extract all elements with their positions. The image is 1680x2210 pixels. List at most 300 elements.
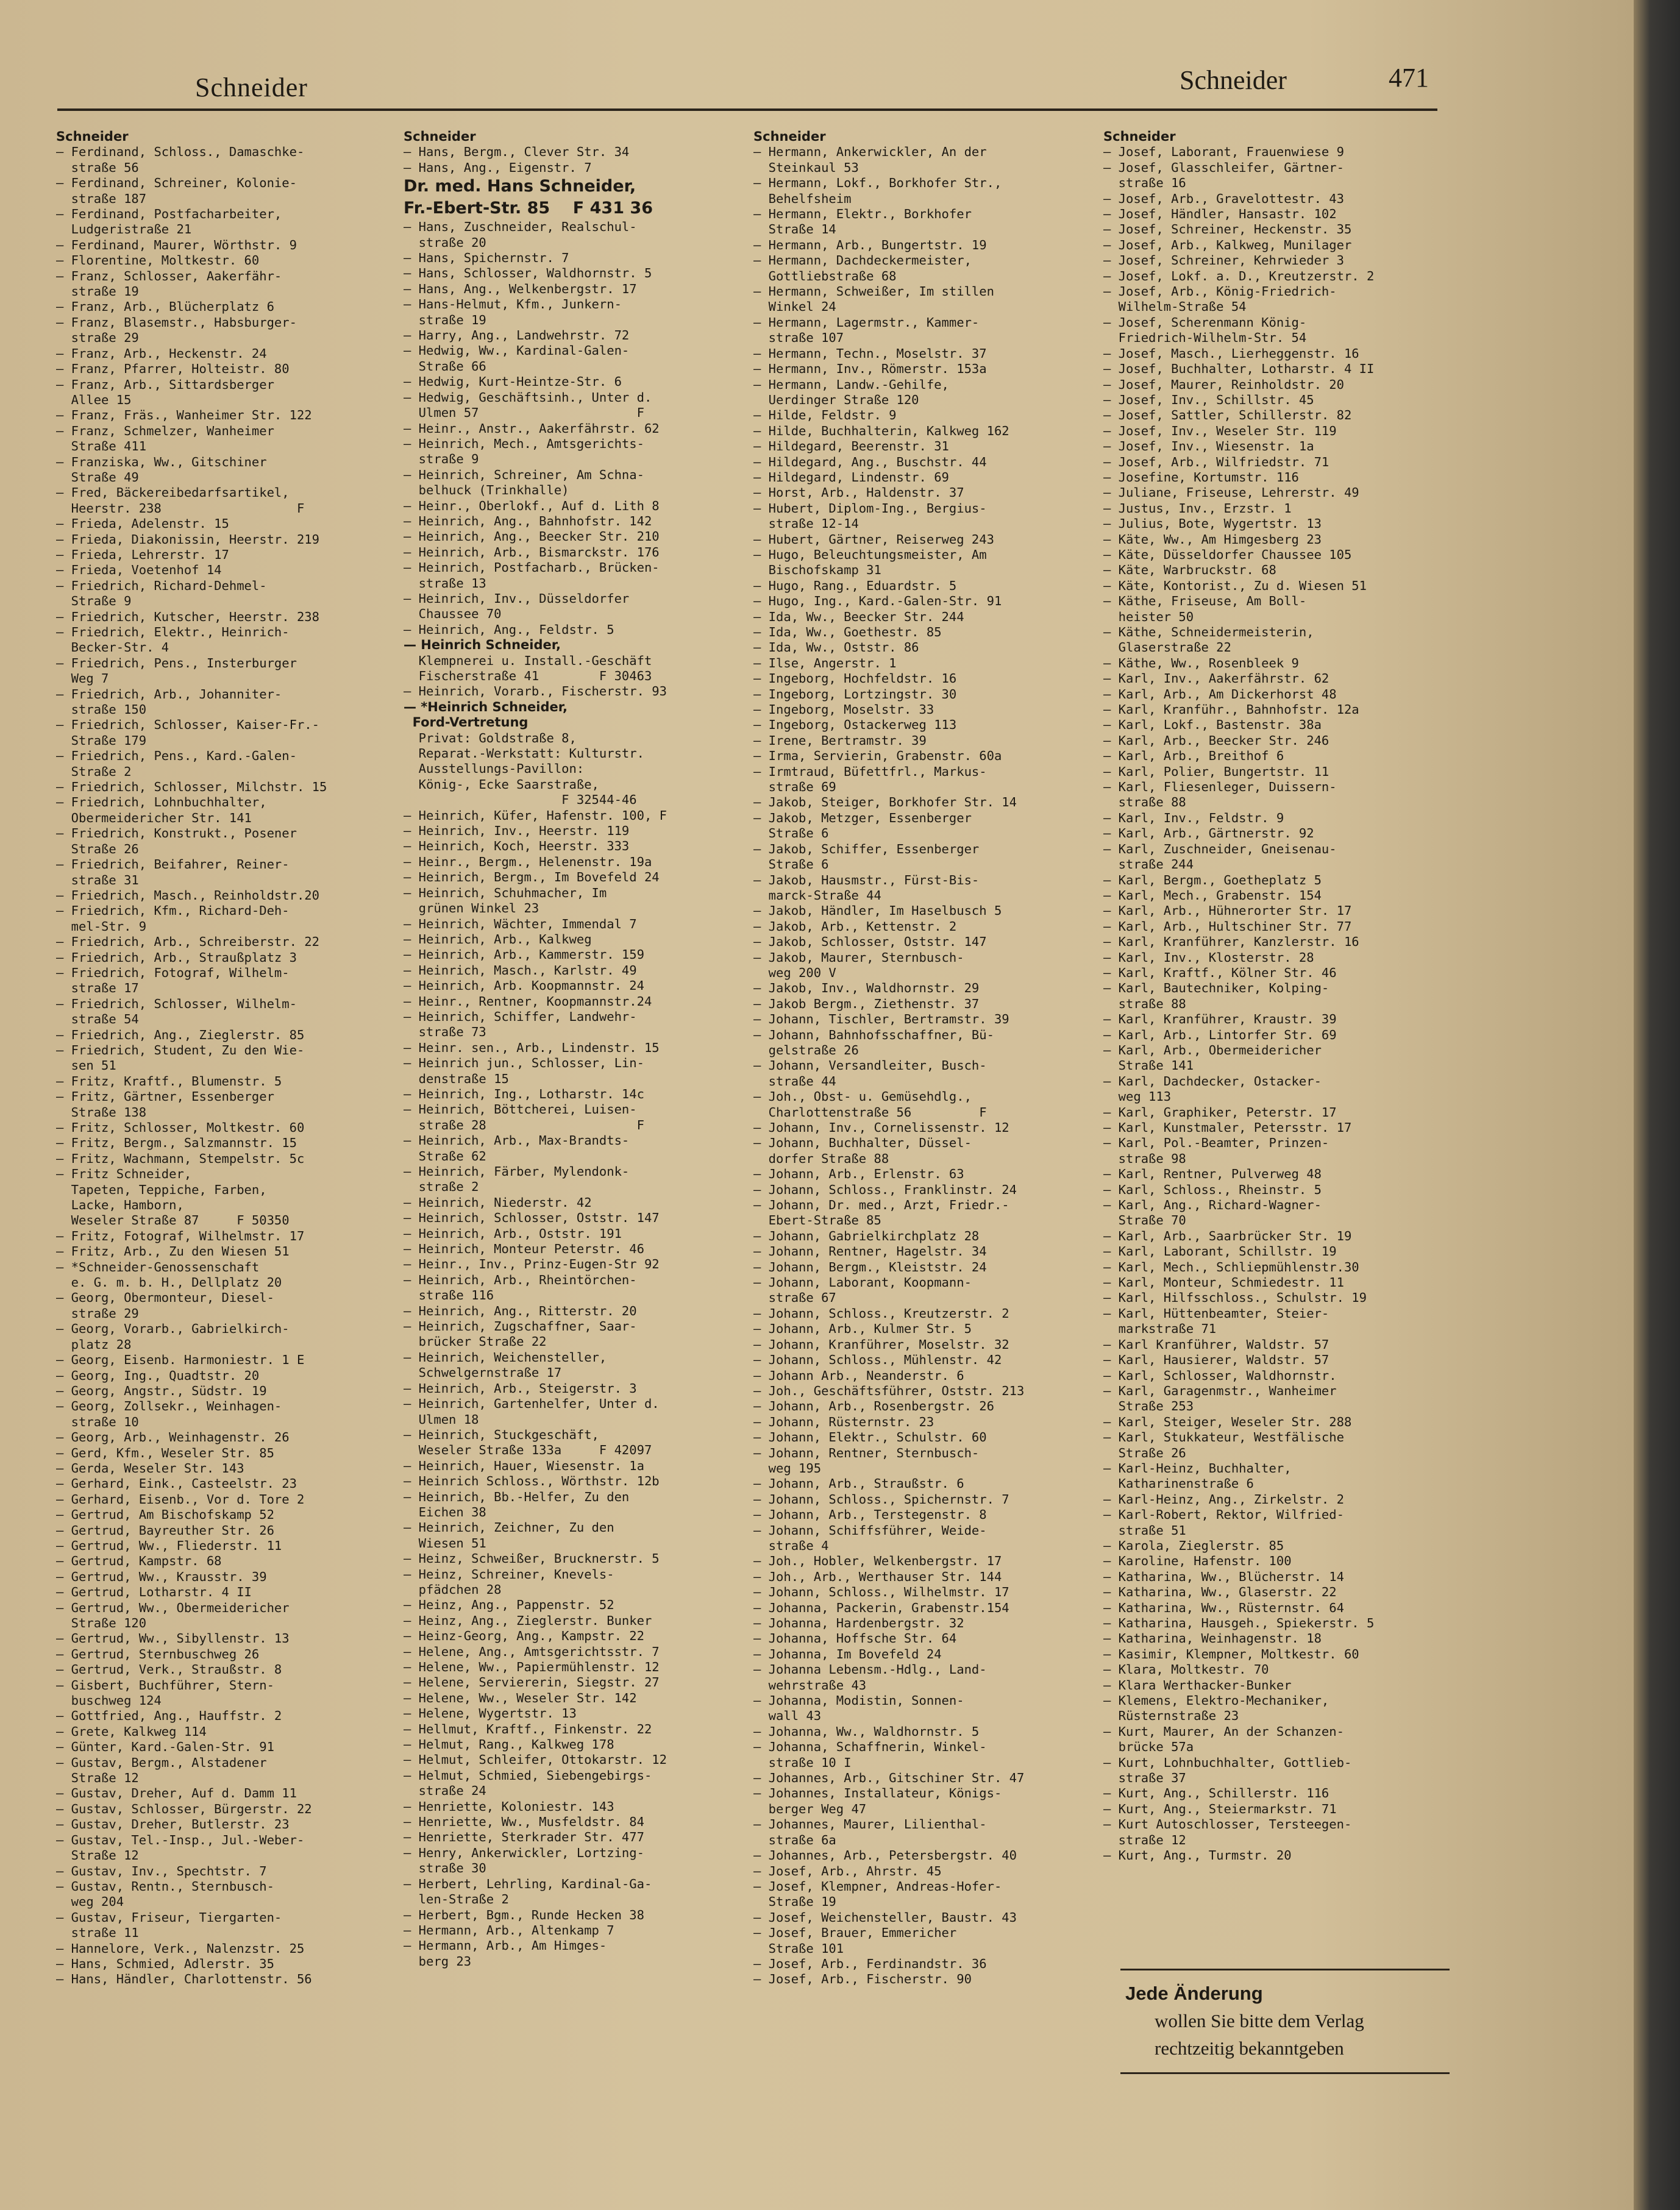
directory-entry: straße 54 <box>56 1012 139 1027</box>
directory-entry: — Herbert, Bgm., Runde Hecken 38 <box>404 1907 644 1922</box>
directory-entry: — Josef, Schreiner, Kehrwieder 3 <box>1103 253 1344 268</box>
directory-entry: — *Heinrich Schneider, <box>404 699 568 714</box>
directory-entry: — Gertrud, Lotharstr. 4 II <box>56 1585 252 1600</box>
directory-entry: — Ida, Ww., Oststr. 86 <box>753 640 919 655</box>
directory-entry: — Gertrud, Sternbuschweg 26 <box>56 1646 260 1661</box>
notice-rule-top <box>1120 1969 1450 1970</box>
directory-entry: — Johann, Bergm., Kleiststr. 24 <box>753 1259 987 1274</box>
directory-entry: — Gustav, Bergm., Alstadener <box>56 1755 267 1770</box>
directory-entry: — Heinrich jun., Schlosser, Lin- <box>404 1056 644 1071</box>
directory-entry: — Karl, Arb., Obermeidericher <box>1103 1042 1322 1057</box>
directory-entry: F 32544-46 <box>404 792 637 808</box>
directory-entry: — Heinrich, Arb., Bismarckstr. 176 <box>404 544 660 560</box>
directory-entry: — Fritz, Kraftf., Blumenstr. 5 <box>56 1073 282 1089</box>
directory-entry: — Karoline, Hafenstr. 100 <box>1103 1554 1292 1569</box>
directory-entry: — Georg, Arb., Weinhagenstr. 26 <box>56 1430 290 1445</box>
directory-entry: — Hildegard, Beerenstr. 31 <box>753 439 949 454</box>
directory-entry: — Friedrich, Pens., Kard.-Galen- <box>56 748 297 764</box>
directory-entry: — Hermann, Lokf., Borkhofer Str., <box>753 176 1002 191</box>
directory-entry: — Josef, Sattler, Schillerstr. 82 <box>1103 408 1352 423</box>
directory-entry: — Katharina, Ww., Rüsternstr. 64 <box>1103 1600 1344 1615</box>
directory-entry: — Johann, Arb., Straußstr. 6 <box>753 1476 964 1491</box>
directory-entry: straße 51 <box>1103 1522 1186 1538</box>
directory-entry: Ludgeristraße 21 <box>56 222 192 237</box>
directory-entry: — Heinrich Schneider, <box>404 638 561 653</box>
directory-entry: — Klara, Moltkestr. 70 <box>1103 1662 1269 1677</box>
directory-entry: — Johanna, Modistin, Sonnen- <box>753 1693 964 1708</box>
directory-entry: — Heinz, Ang., Pappenstr. 52 <box>404 1597 614 1613</box>
directory-entry: — Karl-Heinz, Ang., Zirkelstr. 2 <box>1103 1491 1344 1507</box>
directory-entry: — Josef, Brauer, Emmericher <box>753 1925 957 1941</box>
directory-entry: — Irma, Servierin, Grabenstr. 60a <box>753 748 1002 764</box>
directory-entry: — Jakob, Steiger, Borkhofer Str. 14 <box>753 795 1017 810</box>
directory-entry: Katharinenstraße 6 <box>1103 1476 1254 1491</box>
directory-entry: Lacke, Hamborn, <box>56 1198 184 1213</box>
directory-entry: — Gertrud, Ww., Sibyllenstr. 13 <box>56 1631 290 1646</box>
directory-entry: — Gertrud, Ww., Krausstr. 39 <box>56 1569 267 1584</box>
directory-entry: — Hedwig, Ww., Kardinal-Galen- <box>404 343 630 358</box>
directory-entry: — Johann, Schloss., Mühlenstr. 42 <box>753 1352 1002 1368</box>
directory-entry: straße 19 <box>404 312 486 327</box>
directory-entry: — Heinrich, Färber, Mylendonk- <box>404 1164 630 1179</box>
directory-entry: — Hermann, Arb., Altenkamp 7 <box>404 1922 614 1938</box>
directory-entry: Straße 138 <box>56 1104 147 1120</box>
directory-entry: — Johann, Rentner, Hagelstr. 34 <box>753 1244 987 1259</box>
directory-entry: — Heinrich, Mech., Amtsgerichts- <box>404 436 644 451</box>
directory-entry: — Ferdinand, Schloss., Damaschke- <box>56 144 305 160</box>
directory-entry: Ebert-Straße 85 <box>753 1213 881 1228</box>
directory-entry: — Jakob, Inv., Waldhornstr. 29 <box>753 981 980 996</box>
directory-entry: — Gerhard, Eisenb., Vor d. Tore 2 <box>56 1491 305 1507</box>
directory-entry: Steinkaul 53 <box>753 160 859 175</box>
directory-entry: — Johann, Buchhalter, Düssel- <box>753 1135 972 1151</box>
directory-entry: — Heinrich, Ang., Beecker Str. 210 <box>404 529 660 544</box>
directory-entry: — Johannes, Arb., Petersbergstr. 40 <box>753 1848 1017 1863</box>
directory-entry: — Gerda, Weseler Str. 143 <box>56 1460 244 1476</box>
directory-entry: — Kurt Autoschlosser, Tersteegen- <box>1103 1817 1352 1832</box>
directory-entry: — Gerd, Kfm., Weseler Str. 85 <box>56 1445 274 1460</box>
directory-entry: — Fritz, Arb., Zu den Wiesen 51 <box>56 1244 290 1259</box>
directory-entry: — Karl, Rentner, Pulverweg 48 <box>1103 1167 1322 1182</box>
directory-entry: Wilhelm-Straße 54 <box>1103 299 1247 314</box>
directory-entry: — Günter, Kard.-Galen-Str. 91 <box>56 1739 274 1755</box>
directory-entry: — Ferdinand, Postfacharbeiter, <box>56 207 282 222</box>
directory-entry: — Josef, Weichensteller, Baustr. 43 <box>753 1910 1017 1925</box>
directory-entry: weg 113 <box>1103 1089 1172 1104</box>
directory-entry: — Hans-Helmut, Kfm., Junkern- <box>404 297 622 312</box>
directory-entry: — Johanna, Hardenbergstr. 32 <box>753 1616 964 1630</box>
directory-entry: — Josef, Inv., Weseler Str. 119 <box>1103 423 1337 438</box>
directory-entry: — Heinr., Inv., Prinz-Eugen-Str 92 <box>404 1257 660 1272</box>
directory-entry: — Heinrich, Bb.-Helfer, Zu den <box>404 1489 630 1504</box>
directory-entry: — Karl, Mech., Schliepmühlenstr.30 <box>1103 1259 1359 1274</box>
directory-entry: Straße 253 <box>1103 1399 1194 1414</box>
directory-entry: — Jakob, Schlosser, Oststr. 147 <box>753 934 987 950</box>
directory-entry: — Ingeborg, Moselstr. 33 <box>753 702 934 717</box>
directory-entry: — Gertrud, Kampstr. 68 <box>56 1554 222 1569</box>
directory-entry: — Josef, Arb., König-Friedrich- <box>1103 284 1337 299</box>
directory-entry: — Heinrich, Arb., Steigerstr. 3 <box>404 1380 637 1396</box>
directory-entry: — Heinrich, Arb., Oststr. 191 <box>404 1226 622 1241</box>
directory-entry: — Heinrich, Schlosser, Oststr. 147 <box>404 1210 660 1226</box>
directory-entry: — Karl, Mech., Grabenstr. 154 <box>1103 887 1322 903</box>
directory-entry: — Frieda, Diakonissin, Heerstr. 219 <box>56 531 319 547</box>
directory-entry: — Johanna, Im Bovefeld 24 <box>753 1646 942 1661</box>
directory-entry: Becker-Str. 4 <box>56 640 169 655</box>
directory-entry: — Johannes, Arb., Gitschiner Str. 47 <box>753 1771 1025 1786</box>
directory-entry: — Georg, Angstr., Südstr. 19 <box>56 1383 267 1398</box>
directory-entry: — Friedrich, Schlosser, Kaiser-Fr.- <box>56 717 319 733</box>
directory-entry: — Friedrich, Masch., Reinholdstr.20 <box>56 887 319 903</box>
directory-entry: — Karl, Inv., Feldstr. 9 <box>1103 810 1284 825</box>
directory-entry: straße 28 F <box>404 1117 644 1132</box>
directory-entry: straße 24 <box>404 1783 486 1799</box>
directory-entry: — Käthe, Schneidermeisterin, <box>1103 625 1314 639</box>
directory-entry: — Karl, Graphiker, Peterstr. 17 <box>1103 1104 1337 1120</box>
directory-entry: Straße 26 <box>56 841 139 856</box>
directory-entry: — Gisbert, Buchführer, Stern- <box>56 1677 274 1693</box>
directory-entry: Chaussee 70 <box>404 606 502 622</box>
directory-entry: — Hildegard, Ang., Buschstr. 44 <box>753 454 987 469</box>
directory-entry: — Franziska, Ww., Gitschiner <box>56 454 267 469</box>
notice-title: Jede Änderung <box>1125 1983 1263 2004</box>
directory-entry: — Josefine, Kortumstr. 116 <box>1103 469 1299 485</box>
directory-entry: Straße 14 <box>753 222 836 237</box>
directory-entry: — Heinrich, Schuhmacher, Im <box>404 885 607 900</box>
directory-entry: — Fred, Bäckereibedarfsartikel, <box>56 485 290 500</box>
directory-entry: — Karl, Inv., Klosterstr. 28 <box>1103 950 1314 965</box>
directory-entry: — Heinrich, Ang., Feldstr. 5 <box>404 622 614 637</box>
directory-entry: — Käte, Düsseldorfer Chaussee 105 <box>1103 547 1352 562</box>
directory-entry: Schwelgernstraße 17 <box>404 1365 562 1380</box>
directory-entry: — Gustav, Rentn., Sternbusch- <box>56 1878 274 1894</box>
directory-entry: — Franz, Arb., Blücherplatz 6 <box>56 299 274 314</box>
directory-entry: — Friedrich, Elektr., Heinrich- <box>56 625 290 639</box>
directory-entry: Straße 26 <box>1103 1445 1186 1460</box>
directory-entry: — Joh., Obst- u. Gemüsehdlg., <box>753 1089 972 1104</box>
directory-entry: — Heinrich, Inv., Heerstr. 119 <box>404 823 630 839</box>
book-spine <box>1634 0 1680 2210</box>
directory-entry: — Karl, Kranführer, Kraustr. 39 <box>1103 1012 1337 1027</box>
directory-entry: Charlottenstraße 56 F <box>753 1104 987 1120</box>
directory-entry: — Karl, Arb., Gärtnerstr. 92 <box>1103 826 1314 841</box>
directory-entry: — Ingeborg, Lortzingstr. 30 <box>753 686 957 702</box>
directory-entry: — Heinr. sen., Arb., Lindenstr. 15 <box>404 1040 660 1055</box>
directory-entry: — Hannelore, Verk., Nalenzstr. 25 <box>56 1941 305 1956</box>
directory-entry: — Käte, Kontorist., Zu d. Wiesen 51 <box>1103 578 1367 593</box>
directory-entry: — Josef, Glasschleifer, Gärtner- <box>1103 160 1344 175</box>
directory-entry: — Josef, Scherenmann König- <box>1103 314 1307 330</box>
directory-entry: — Hedwig, Kurt-Heintze-Str. 6 <box>404 374 622 389</box>
directory-entry: — Gustav, Dreher, Auf d. Damm 11 <box>56 1786 297 1801</box>
directory-entry: — Heinz, Schreiner, Knevels- <box>404 1566 614 1582</box>
directory-entry: len-Straße 2 <box>404 1892 509 1907</box>
directory-entry: — Hellmut, Kraftf., Finkenstr. 22 <box>404 1721 652 1736</box>
directory-entry: — Henry, Ankerwickler, Lortzing- <box>404 1845 644 1860</box>
directory-entry: berg 23 <box>404 1953 472 1969</box>
directory-entry: — Karl, Arb., Saarbrücker Str. 19 <box>1103 1228 1352 1243</box>
directory-entry: — Fritz, Gärtner, Essenberger <box>56 1089 274 1104</box>
directory-entry: — Karl, Schloss., Rheinstr. 5 <box>1103 1182 1322 1197</box>
directory-entry: — Johanna, Schaffnerin, Winkel- <box>753 1739 987 1755</box>
directory-entry: — Horst, Arb., Haldenstr. 37 <box>753 485 964 500</box>
notice-line: wollen Sie bitte dem Verlag <box>1155 2010 1364 2031</box>
directory-entry: Friedrich-Wilhelm-Str. 54 <box>1103 330 1307 346</box>
directory-entry: — Kurt, Ang., Steiermarkstr. 71 <box>1103 1801 1337 1816</box>
directory-entry: Straße 6 <box>753 857 829 872</box>
directory-entry: — Jakob, Hausmstr., Fürst-Bis- <box>753 872 980 887</box>
directory-entry: Weg 7 <box>56 671 109 686</box>
directory-entry: — Helene, Ww., Weseler Str. 142 <box>404 1690 637 1705</box>
directory-entry: — Josef, Maurer, Reinholdstr. 20 <box>1103 377 1344 392</box>
directory-entry: — Gottfried, Ang., Hauffstr. 2 <box>56 1708 282 1724</box>
directory-entry: — Katharina, Ww., Glaserstr. 22 <box>1103 1585 1337 1600</box>
directory-entry: — Karl, Kraftf., Kölner Str. 46 <box>1103 965 1337 980</box>
directory-entry: Straße 101 <box>753 1941 844 1956</box>
directory-entry: — Friedrich, Pens., Insterburger <box>56 655 297 670</box>
directory-entry: — Hans, Ang., Welkenbergstr. 17 <box>404 281 637 296</box>
directory-entry: — Gertrud, Verk., Straußstr. 8 <box>56 1662 282 1677</box>
directory-entry: — Karl, Arb., Beecker Str. 246 <box>1103 733 1329 748</box>
directory-entry: — Fritz, Fotograf, Wilhelmstr. 17 <box>56 1228 305 1243</box>
directory-entry: straße 29 <box>56 1306 139 1321</box>
directory-entry: straße 6a <box>753 1832 836 1847</box>
directory-entry: — Heinrich, Wächter, Immendal 7 <box>404 916 637 931</box>
directory-entry: — Heinrich, Arb. Koopmannstr. 24 <box>404 978 644 993</box>
column-4 <box>1103 129 1454 1864</box>
directory-entry: weg 195 <box>753 1460 822 1476</box>
directory-entry: Straße 70 <box>1103 1213 1186 1228</box>
directory-entry: — Katharina, Ww., Blücherstr. 14 <box>1103 1569 1344 1584</box>
directory-entry: — Helmut, Schleifer, Ottokarstr. 12 <box>404 1752 667 1768</box>
directory-entry: — Johann, Elektr., Schulstr. 60 <box>753 1430 987 1445</box>
directory-entry: Winkel 24 <box>753 299 836 314</box>
directory-entry: — Johann, Schloss., Wilhelmstr. 17 <box>753 1585 1009 1600</box>
directory-entry: — Klara Werthacker-Bunker <box>1103 1677 1292 1693</box>
directory-entry: — Karl, Arb., Lintorfer Str. 69 <box>1103 1027 1337 1042</box>
directory-entry: — Jakob, Schiffer, Essenberger <box>753 841 980 856</box>
directory-entry: — Karl, Kranführer, Kanzlerstr. 16 <box>1103 934 1359 950</box>
directory-entry: weg 204 <box>56 1894 124 1910</box>
directory-entry: Eichen 38 <box>404 1504 486 1519</box>
directory-entry: — Hubert, Gärtner, Reiserweg 243 <box>753 531 994 547</box>
directory-entry: — Hans, Ang., Eigenstr. 7 <box>404 160 592 175</box>
directory-entry: — Heinrich, Monteur Peterstr. 46 <box>404 1242 644 1257</box>
directory-entry: — Heinrich, Bergm., Im Bovefeld 24 <box>404 870 660 885</box>
directory-entry: — Kurt, Ang., Turmstr. 20 <box>1103 1848 1292 1863</box>
directory-entry: — Heinrich, Zeichner, Zu den <box>404 1520 614 1535</box>
directory-entry: — Johanna Lebensm.-Hdlg., Land- <box>753 1662 987 1677</box>
directory-entry: Obermeidericher Str. 141 <box>56 810 252 825</box>
directory-entry: — Hermann, Techn., Moselstr. 37 <box>753 346 987 361</box>
directory-entry: — Hermann, Lagermstr., Kammer- <box>753 314 980 330</box>
directory-entry: — Irmtraud, Büfettfrl., Markus- <box>753 764 987 779</box>
directory-entry: — Helene, Ang., Amtsgerichtsstr. 7 <box>404 1644 660 1659</box>
directory-entry: — Heinr., Oberlokf., Auf d. Lith 8 <box>404 498 660 513</box>
directory-entry: — Heinrich, Arb., Rheintörchen- <box>404 1272 637 1287</box>
directory-entry: — Franz, Schlosser, Aakerfähr- <box>56 268 282 283</box>
directory-entry: straße 30 <box>404 1861 486 1876</box>
directory-entry: — Hermann, Ankerwickler, An der <box>753 144 987 160</box>
directory-entry: — Käte, Ww., Am Himgesberg 23 <box>1103 531 1322 547</box>
directory-entry: Rüsternstraße 23 <box>1103 1708 1239 1724</box>
directory-entry: — Friedrich, Schlosser, Wilhelm- <box>56 996 297 1011</box>
directory-entry: — Jakob, Metzger, Essenberger <box>753 810 972 825</box>
directory-entry: straße 10 <box>56 1414 139 1429</box>
directory-entry: — Jakob, Maurer, Sternbusch- <box>753 950 964 965</box>
notice-line: rechtzeitig bekanntgeben <box>1155 2038 1344 2059</box>
directory-entry: straße 44 <box>753 1073 836 1089</box>
directory-entry: — Heinrich, Ang., Ritterstr. 20 <box>404 1303 637 1318</box>
directory-entry: grünen Winkel 23 <box>404 901 539 916</box>
directory-entry: — Johannes, Installateur, Königs- <box>753 1786 1002 1801</box>
directory-entry: Tapeten, Teppiche, Farben, <box>56 1182 267 1197</box>
directory-entry: — Hugo, Ing., Kard.-Galen-Str. 91 <box>753 594 1002 609</box>
directory-entry: — Hans, Schmied, Adlerstr. 35 <box>56 1956 274 1971</box>
directory-entry: — Karl, Garagenmstr., Wanheimer <box>1103 1383 1337 1398</box>
directory-entry: — Johann, Gabrielkirchplatz 28 <box>753 1228 980 1243</box>
directory-entry: brücker Straße 22 <box>404 1334 547 1349</box>
directory-entry: — Käthe, Friseuse, Am Boll- <box>1103 594 1307 609</box>
directory-entry: straße 19 <box>56 284 139 299</box>
directory-entry: — Frieda, Adelenstr. 15 <box>56 516 229 531</box>
directory-entry: Straße 19 <box>753 1894 836 1910</box>
directory-entry: Weseler Straße 87 F 50350 <box>56 1213 290 1228</box>
directory-entry: — Hedwig, Geschäftsinh., Unter d. <box>404 389 652 405</box>
directory-entry: straße 67 <box>753 1290 836 1306</box>
column-head: Schneider <box>753 129 826 144</box>
directory-entry: — Johann, Rüsternstr. 23 <box>753 1414 934 1429</box>
directory-entry: Ulmen 18 <box>404 1412 479 1427</box>
directory-entry: — Kasimir, Klempner, Moltkestr. 60 <box>1103 1646 1359 1661</box>
directory-entry: mel-Str. 9 <box>56 918 147 934</box>
directory-entry: Dr. med. Hans Schneider, <box>404 177 636 196</box>
directory-entry: — Hans, Spichernstr. 7 <box>404 250 569 266</box>
directory-entry: — Heinrich, Zugschaffner, Saar- <box>404 1319 637 1334</box>
directory-entry: — Heinrich, Koch, Heerstr. 333 <box>404 839 630 854</box>
directory-entry: — Johann, Schloss., Franklinstr. 24 <box>753 1182 1017 1197</box>
directory-entry: — Friedrich, Kutscher, Heerstr. 238 <box>56 609 319 624</box>
directory-entry: straße 16 <box>1103 176 1186 191</box>
directory-entry: — Klemens, Elektro-Mechaniker, <box>1103 1693 1329 1708</box>
directory-entry: — Grete, Kalkweg 114 <box>56 1724 207 1739</box>
directory-entry: — Hermann, Landw.-Gehilfe, <box>753 377 949 392</box>
directory-entry: Straße 411 <box>56 439 147 454</box>
column-1 <box>56 129 407 1988</box>
directory-entry: straße 116 <box>404 1288 494 1303</box>
directory-entry: — Karl, Polier, Bungertstr. 11 <box>1103 764 1329 779</box>
directory-entry: — Friedrich, Schlosser, Milchstr. 15 <box>56 780 327 795</box>
directory-entry: — Hermann, Schweißer, Im stillen <box>753 284 994 299</box>
directory-entry: — Julius, Bote, Wygertstr. 13 <box>1103 516 1322 531</box>
directory-entry: — Heinrich, Böttcherei, Luisen- <box>404 1102 637 1117</box>
directory-entry: — Franz, Fräs., Wanheimer Str. 122 <box>56 408 312 423</box>
directory-entry: — Kurt, Lohnbuchhalter, Gottlieb- <box>1103 1755 1352 1770</box>
directory-entry: Wiesen 51 <box>404 1535 486 1551</box>
directory-entry: — Johann, Inv., Cornelissenstr. 12 <box>753 1120 1009 1135</box>
directory-entry: — Gerhard, Eink., Casteelstr. 23 <box>56 1476 297 1491</box>
directory-entry: — Karl, Kranführ., Bahnhofstr. 12a <box>1103 702 1359 717</box>
directory-entry: — Johann, Schiffsführer, Weide- <box>753 1522 987 1538</box>
directory-entry: — Karola, Zieglerstr. 85 <box>1103 1538 1284 1553</box>
directory-entry: Straße 66 <box>404 358 486 374</box>
directory-entry: — Florentine, Moltkestr. 60 <box>56 253 260 268</box>
directory-entry: — Frieda, Lehrerstr. 17 <box>56 547 229 562</box>
directory-entry: Ford-Vertretung <box>404 715 529 730</box>
directory-entry: — Gertrud, Ww., Obermeidericher <box>56 1600 290 1615</box>
directory-entry: Fischerstraße 41 F 30463 <box>404 669 652 683</box>
directory-entry: Uerdinger Straße 120 <box>753 392 919 407</box>
directory-entry: — Käthe, Ww., Rosenbleek 9 <box>1103 655 1299 670</box>
directory-entry: — Heinrich, Stuckgeschäft, <box>404 1427 599 1442</box>
directory-entry: Straße 12 <box>56 1771 139 1786</box>
column-head: Schneider <box>404 129 476 144</box>
directory-entry: — Franz, Pfarrer, Holteistr. 80 <box>56 361 290 377</box>
column-head: Schneider <box>1103 129 1176 144</box>
directory-entry: — Hans, Zuschneider, Realschul- <box>404 219 637 235</box>
header-rule <box>57 108 1437 111</box>
directory-entry: straße 4 <box>753 1538 829 1553</box>
directory-entry: — Ferdinand, Schreiner, Kolonie- <box>56 176 297 191</box>
directory-entry: — Josef, Arb., Wilfriedstr. 71 <box>1103 454 1329 469</box>
directory-entry: weg 200 V <box>753 965 836 980</box>
directory-entry: — Ingeborg, Hochfeldstr. 16 <box>753 671 957 686</box>
directory-entry: — Johann, Laborant, Koopmann- <box>753 1275 972 1290</box>
directory-entry: brücke 57a <box>1103 1739 1194 1755</box>
directory-entry: — Heinz, Schweißer, Brucknerstr. 5 <box>404 1551 660 1566</box>
directory-entry: Straße 6 <box>753 826 829 841</box>
directory-entry: — Gustav, Tel.-Insp., Jul.-Weber- <box>56 1832 305 1847</box>
directory-entry: — Heinrich, Arb., Kalkweg <box>404 931 592 947</box>
directory-entry: straße 88 <box>1103 795 1186 810</box>
directory-entry: — Hugo, Rang., Eduardstr. 5 <box>753 578 957 593</box>
directory-entry: — Johanna, Ww., Waldhornstr. 5 <box>753 1724 980 1739</box>
directory-entry: — Gertrud, Ww., Fliederstr. 11 <box>56 1538 282 1553</box>
directory-entry: — Joh., Arb., Werthauser Str. 144 <box>753 1569 1002 1584</box>
directory-entry: — Heinr., Anstr., Aakerfährstr. 62 <box>404 421 660 436</box>
directory-entry: straße 107 <box>753 330 844 346</box>
directory-entry: — Fritz, Schlosser, Moltkestr. 60 <box>56 1120 305 1135</box>
directory-entry: straße 244 <box>1103 857 1194 872</box>
directory-entry: — Johanna, Packerin, Grabenstr.154 <box>753 1600 1009 1615</box>
directory-entry: — Friedrich, Arb., Schreiberstr. 22 <box>56 934 319 950</box>
directory-entry: — Johann, Arb., Kulmer Str. 5 <box>753 1321 972 1337</box>
directory-entry: markstraße 71 <box>1103 1321 1217 1337</box>
directory-entry: — Friedrich, Konstrukt., Posener <box>56 826 297 841</box>
directory-entry: — Johanna, Hoffsche Str. 64 <box>753 1631 957 1646</box>
directory-entry: — Karl Kranführer, Waldstr. 57 <box>1103 1337 1329 1352</box>
directory-entry: — Karl, Bautechniker, Kolping- <box>1103 981 1329 996</box>
directory-entry: Straße 141 <box>1103 1058 1194 1073</box>
running-head-left: Schneider <box>195 73 308 102</box>
directory-entry: — Heinrich, Vorarb., Fischerstr. 93 <box>404 684 667 699</box>
directory-entry: — Karl, Arb., Hühnerorter Str. 17 <box>1103 903 1352 918</box>
directory-entry: Gottliebstraße 68 <box>753 268 897 283</box>
directory-entry: — Heinrich, Niederstr. 42 <box>404 1195 592 1210</box>
directory-entry: Straße 179 <box>56 733 147 748</box>
directory-entry: — Johann Arb., Neanderstr. 6 <box>753 1368 964 1383</box>
directory-entry: — Helmut, Rang., Kalkweg 178 <box>404 1737 614 1752</box>
directory-entry: — Karl, Lokf., Bastenstr. 38a <box>1103 717 1322 733</box>
directory-entry: — Henriette, Koloniestr. 143 <box>404 1799 614 1814</box>
directory-entry: — Juliane, Friseuse, Lehrerstr. 49 <box>1103 485 1359 500</box>
directory-entry: — Josef, Klempner, Andreas-Hofer- <box>753 1878 1002 1894</box>
directory-entry: — Heinrich, Küfer, Hafenstr. 100, F <box>404 808 667 823</box>
directory-entry: — Friedrich, Arb., Johanniter- <box>56 686 282 702</box>
directory-entry: denstraße 15 <box>404 1071 509 1086</box>
directory-entry: Klempnerei u. Install.-Geschäft <box>404 653 652 668</box>
directory-entry: — Johann, Arb., Rosenbergstr. 26 <box>753 1399 994 1414</box>
